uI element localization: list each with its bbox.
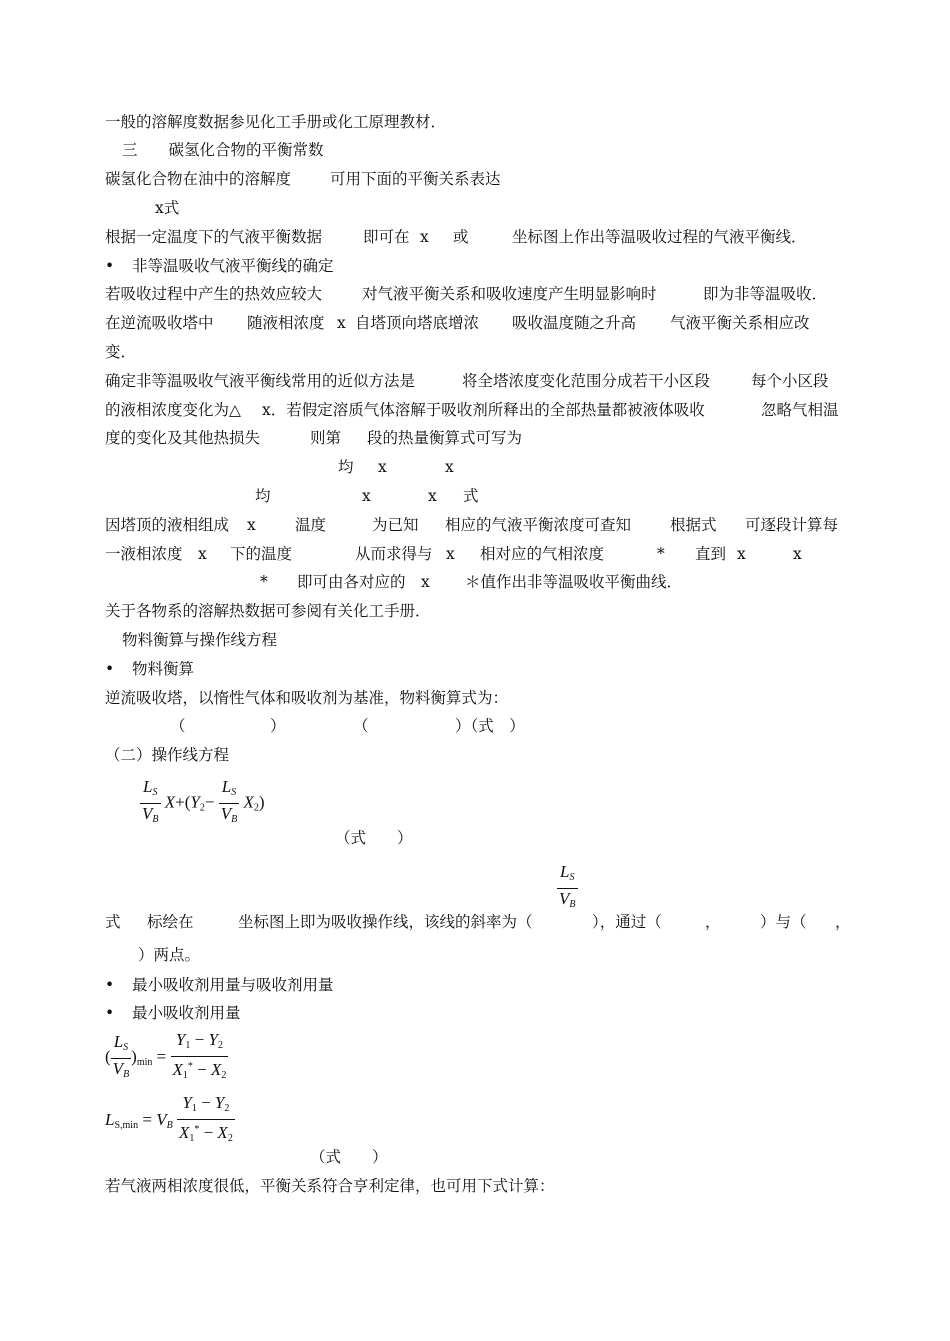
section-heading: 物料衡算与操作线方程 (122, 631, 278, 649)
text-fragment: 标绘在 (147, 913, 194, 931)
text-fragment: 因塔顶的液相组成 (105, 516, 230, 534)
operating-line-formula: $\frac{L_S}{V_B}$ $X+(Y_2-$ $\frac{L_S}{V_B}$ $X_2$) (140, 777, 265, 830)
text-fragment: 自塔顶向塔底增浓 (355, 314, 480, 332)
text-fragment: 均 (338, 458, 354, 476)
text-fragment: 即为非等温吸收． (703, 285, 828, 303)
text-fragment: ），通过（ (592, 913, 662, 931)
text-fragment: （ (170, 717, 186, 735)
text-fragment: 物料衡算 (132, 660, 195, 678)
text-fragment: 坐标图上作出等温吸收过程的气液平衡线． (512, 228, 807, 246)
equation-label: （式 ） (310, 1148, 388, 1166)
text-line: 若气液两相浓度很低，平衡关系符合亨利定律，也可用下式计算： (105, 1177, 555, 1195)
text-fragment: 随液相浓度 (247, 314, 325, 332)
text-fragment: x (247, 516, 256, 534)
text-fragment: 温度 (295, 516, 327, 534)
text-fragment: * (260, 573, 268, 591)
text-line: ）两点。 (138, 946, 201, 964)
text-fragment: ＊值作出非等温吸收平衡曲线． (465, 573, 683, 591)
text-fragment: 忽略气相温 (761, 401, 839, 419)
text-fragment: 段的热量衡算式可写为 (367, 429, 523, 447)
text-fragment: 即可由各对应的 (297, 573, 406, 591)
ls-min-formula: $L_{S,min} = V_B$ $\frac{Y_1 - Y_2}{X_1^* - X_2}$ (105, 1093, 233, 1144)
text-fragment: x (420, 228, 429, 246)
text-fragment: 式 (463, 487, 479, 505)
text-fragment: x．若假定溶质气体溶解于吸收剂所释出的全部热量都被液体吸收 (262, 401, 705, 419)
text-fragment: 坐标图上即为吸收操作线，该线的斜率为（ (238, 913, 533, 931)
text-fragment: 可用下面的平衡关系表达 (330, 170, 501, 188)
text-line: 一般的溶解度数据参见化工手册或化工原理教材． (105, 113, 447, 131)
text-fragment: 若吸收过程中产生的热效应较大 (105, 285, 323, 303)
text-fragment: 或 (453, 228, 469, 246)
section-heading: 三 碳氢化合物的平衡常数 (122, 141, 324, 159)
bullet-icon: • (105, 660, 115, 678)
text-fragment: ， (835, 913, 851, 931)
text-fragment: 将全塔浓度变化范围分成若干小区段 (462, 372, 711, 390)
text-fragment: （ (353, 717, 369, 735)
bullet-icon: • (105, 976, 115, 994)
equation-label: （式 ） (335, 829, 413, 847)
text-fragment: x (428, 487, 437, 505)
text-fragment: 的液相浓度变化为△ (105, 401, 241, 419)
text-fragment: 最小吸收剂用量与吸收剂用量 (132, 976, 334, 994)
text-fragment: 均 (255, 487, 271, 505)
text-fragment: x (793, 545, 802, 563)
text-fragment: x (362, 487, 371, 505)
text-fragment: 在逆流吸收塔中 (105, 314, 214, 332)
text-fragment: 吸收温度随之升高 (512, 314, 637, 332)
text-fragment: 相应的气液平衡浓度可查知 (445, 516, 632, 534)
text-fragment: 非等温吸收气液平衡线的确定 (132, 257, 334, 275)
text-fragment: 式 (105, 913, 121, 931)
fraction-ls-vb: $\frac{L_S}{V_B}$ (142, 777, 159, 825)
text-fragment: x (421, 573, 430, 591)
text-fragment: * (657, 545, 665, 563)
text-fragment: 气液平衡关系相应改 (670, 314, 810, 332)
text-line: 变． (105, 343, 137, 361)
text-fragment: 每个小区段 (751, 372, 829, 390)
text-fragment: 相对应的气相浓度 (480, 545, 605, 563)
text-fragment: 碳氢化合物在油中的溶解度 (105, 170, 292, 188)
text-fragment: 即可在 (363, 228, 410, 246)
min-ratio-formula: ( $\frac{L_S}{V_B}$ )$_{min}$ = $\frac{Y_1 - Y_2}{X_1^* - X_2}$ (105, 1030, 227, 1081)
text-fragment: 一液相浓度 (105, 545, 183, 563)
text-fragment: 根据一定温度下的气液平衡数据 (105, 228, 323, 246)
bullet-icon: • (105, 1004, 115, 1022)
text-fragment: 下的温度 (230, 545, 293, 563)
text-fragment: x (446, 545, 455, 563)
text-fragment: 则第 (310, 429, 342, 447)
text-fragment: ）与（ (760, 913, 807, 931)
text-line: x式 (155, 199, 180, 217)
text-fragment: ） (270, 717, 286, 735)
text-fragment: ， (705, 913, 721, 931)
fraction-ls-vb: $\frac{L_S}{V_B}$ (220, 777, 238, 825)
section-heading: （二）操作线方程 (105, 746, 230, 764)
text-fragment: x (378, 458, 387, 476)
text-fragment: 最小吸收剂用量 (132, 1004, 241, 1022)
bullet-icon: • (105, 257, 115, 275)
text-fragment: 根据式 (670, 516, 717, 534)
text-fragment: x (737, 545, 746, 563)
slope-fraction: $\frac{L_S}{V_B}$ (559, 862, 576, 910)
text-fragment: 确定非等温吸收气液平衡线常用的近似方法是 (105, 372, 416, 390)
text-line: 逆流吸收塔，以惰性气体和吸收剂为基准，物料衡算式为： (105, 689, 509, 707)
text-fragment: x (198, 545, 207, 563)
text-fragment: 对气液平衡关系和吸收速度产生明显影响时 (362, 285, 657, 303)
text-fragment: 度的变化及其他热损失 (105, 429, 261, 447)
text-fragment: 从而求得与 (355, 545, 433, 563)
text-fragment: 直到 (695, 545, 727, 563)
text-line: 关于各物系的溶解热数据可参阅有关化工手册． (105, 602, 431, 620)
text-fragment: ）（式 ） (455, 717, 525, 735)
text-fragment: x (337, 314, 346, 332)
text-fragment: x (445, 458, 454, 476)
text-fragment: 为已知 (372, 516, 419, 534)
text-fragment: 可逐段计算每 (745, 516, 839, 534)
